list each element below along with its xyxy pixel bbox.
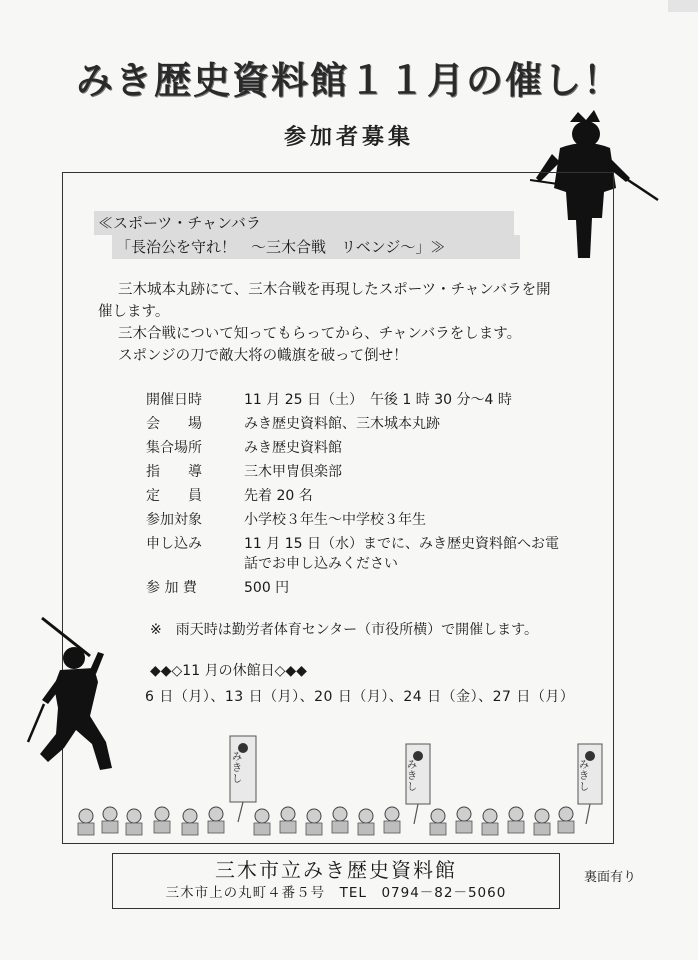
flag-text-1: みきし (232, 752, 242, 785)
samurai-strip-illustration (66, 730, 610, 840)
intro-line-3: 三木合戦について知ってもらってから、チャンバラをします。 (118, 326, 522, 342)
rain-note: ※ 雨天時は勤労者体育センター（市役所横）で開催します。 (150, 622, 539, 638)
flag-text-2: みきし (407, 760, 417, 793)
page-title: みき歴史資料館１１月の催し！ (76, 59, 622, 102)
detail-label: 定 員 (146, 488, 202, 504)
detail-row-application-cont (244, 554, 398, 574)
detail-row-meeting-place (146, 438, 342, 458)
page-subtitle: 参加者募集 (283, 125, 414, 150)
detail-row-application (146, 534, 559, 554)
detail-value: 小学校３年生～中学校３年生 (244, 512, 426, 528)
organization-address: 三木市上の丸町４番５号 TEL 0794－82－5060 (165, 885, 507, 901)
detail-row-fee (146, 578, 289, 598)
detail-row-instructor (146, 462, 342, 482)
detail-value: みき歴史資料館 (244, 440, 342, 456)
detail-value: 500 円 (244, 580, 290, 596)
detail-value: 11 月 15 日（水）までに、みき歴史資料館へお電 (244, 536, 559, 552)
intro-line-4: スポンジの刀で敵大将の幟旗を破って倒せ！ (118, 348, 408, 364)
event-banner-line2: 「長治公を守れ！ ～三木合戦 リベンジ～」≫ (112, 235, 520, 259)
organization-name: 三木市立みき歴史資料館 (215, 858, 457, 882)
reverse-side-note: 裏面有り (584, 870, 637, 885)
detail-label: 参 加 費 (146, 580, 197, 596)
event-banner-line1: ≪スポーツ・チャンバラ (94, 211, 514, 235)
closed-days-heading: ◆◆◇11 月の休館日◇◆◆ (150, 663, 307, 679)
intro-line-1: 三木城本丸跡にて、三木合戦を再現したスポーツ・チャンバラを開 (118, 282, 551, 298)
scan-artifact (668, 0, 698, 12)
detail-label: 開催日時 (146, 392, 202, 408)
detail-value: 三木甲冑倶楽部 (244, 464, 342, 480)
detail-row-eligibility (146, 510, 426, 530)
detail-row-venue (146, 414, 440, 434)
detail-row-capacity (146, 486, 313, 506)
closed-days-list: 6 日（月）、13 日（月）、20 日（月）、24 日（金）、27 日（月） (145, 689, 575, 705)
flag-text-3: みきし (579, 760, 589, 793)
detail-label: 会 場 (146, 416, 202, 432)
intro-line-2: 催します。 (98, 304, 170, 320)
detail-label: 参加対象 (146, 512, 202, 528)
detail-row-date (146, 390, 512, 410)
detail-label: 集合場所 (146, 440, 202, 456)
detail-label: 指 導 (146, 464, 202, 480)
detail-value: 話でお申し込みください (244, 556, 398, 572)
detail-value: 11 月 25 日（土） 午後 1 時 30 分～4 時 (244, 392, 512, 408)
footer-contact-box (112, 853, 560, 909)
detail-value: みき歴史資料館、三木城本丸跡 (244, 416, 440, 432)
detail-label: 申し込み (146, 536, 202, 552)
detail-value: 先着 20 名 (244, 488, 313, 504)
